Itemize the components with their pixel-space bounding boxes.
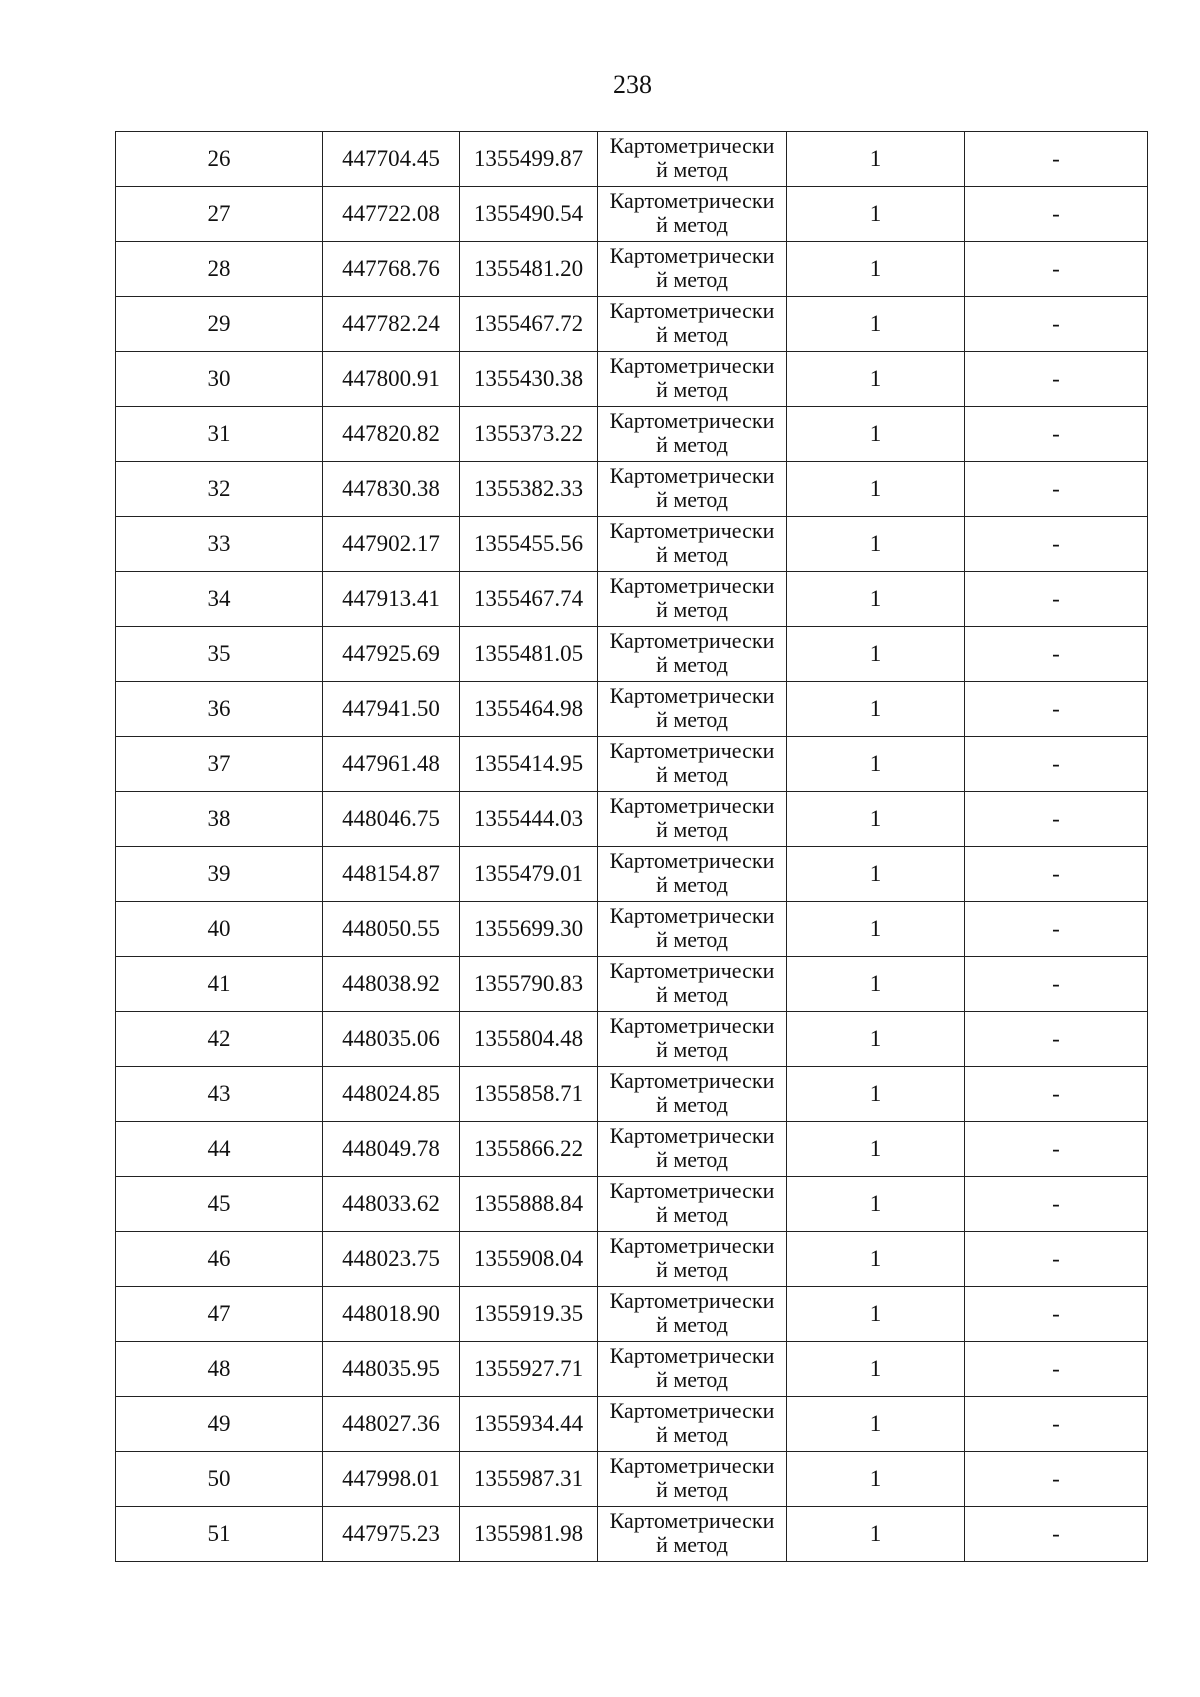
y-coordinate-cell: 1355919.35 [460,1287,598,1342]
method-label-line: Картометрически [609,1288,775,1313]
accuracy-cell: 1 [787,1452,965,1507]
accuracy-cell: 1 [787,627,965,682]
method-cell [598,682,787,737]
method-label-line: Картометрически [609,1068,775,1093]
table-row [116,1342,1148,1397]
accuracy-cell: 1 [787,572,965,627]
x-coordinate-cell: 447722.08 [323,187,460,242]
table-row [116,957,1148,1012]
method-label-line: Картометрически [609,1013,775,1038]
y-coordinate-cell: 1355444.03 [460,792,598,847]
note-cell: - [965,737,1148,792]
method-cell [598,462,787,517]
method-label-line: й метод [656,597,728,622]
method-cell [598,407,787,462]
note-cell: - [965,1177,1148,1232]
method-label-line: й метод [656,927,728,952]
point-number-cell: 30 [116,352,323,407]
note-cell: - [965,1507,1148,1562]
method-label-line: Картометрически [609,1233,775,1258]
note-cell: - [965,462,1148,517]
method-cell [598,352,787,407]
note-cell: - [965,1067,1148,1122]
method-label-line: Картометрически [609,408,775,433]
accuracy-cell: 1 [787,1507,965,1562]
coordinates-table [115,131,1148,1562]
table-row [116,462,1148,517]
method-cell [598,792,787,847]
table-row [116,517,1148,572]
method-cell [598,1122,787,1177]
note-cell: - [965,297,1148,352]
table-row [116,627,1148,682]
accuracy-cell: 1 [787,462,965,517]
method-label-line: й метод [656,487,728,512]
method-label-line: й метод [656,1202,728,1227]
accuracy-cell: 1 [787,1397,965,1452]
accuracy-cell: 1 [787,1177,965,1232]
point-number-cell: 36 [116,682,323,737]
table-row [116,847,1148,902]
method-cell [598,1177,787,1232]
method-cell [598,957,787,1012]
table-row [116,242,1148,297]
point-number-cell: 48 [116,1342,323,1397]
y-coordinate-cell: 1355479.01 [460,847,598,902]
accuracy-cell: 1 [787,1232,965,1287]
note-cell: - [965,1012,1148,1067]
x-coordinate-cell: 448033.62 [323,1177,460,1232]
table-row [116,902,1148,957]
note-cell: - [965,847,1148,902]
x-coordinate-cell: 447941.50 [323,682,460,737]
method-label-line: й метод [656,322,728,347]
x-coordinate-cell: 448050.55 [323,902,460,957]
accuracy-cell: 1 [787,902,965,957]
note-cell: - [965,572,1148,627]
method-label-line: й метод [656,1257,728,1282]
point-number-cell: 44 [116,1122,323,1177]
method-label-line: Картометрически [609,1343,775,1368]
method-label-line: Картометрически [609,463,775,488]
y-coordinate-cell: 1355927.71 [460,1342,598,1397]
accuracy-cell: 1 [787,1122,965,1177]
note-cell: - [965,1122,1148,1177]
method-label-line: й метод [656,1367,728,1392]
accuracy-cell: 1 [787,132,965,187]
note-cell: - [965,1287,1148,1342]
note-cell: - [965,957,1148,1012]
method-label-line: Картометрически [609,518,775,543]
table-row [116,1012,1148,1067]
note-cell: - [965,407,1148,462]
method-label-line: й метод [656,212,728,237]
x-coordinate-cell: 448023.75 [323,1232,460,1287]
point-number-cell: 37 [116,737,323,792]
note-cell: - [965,352,1148,407]
point-number-cell: 41 [116,957,323,1012]
method-label-line: й метод [656,872,728,897]
point-number-cell: 31 [116,407,323,462]
method-label-line: й метод [656,762,728,787]
accuracy-cell: 1 [787,1012,965,1067]
accuracy-cell: 1 [787,517,965,572]
y-coordinate-cell: 1355858.71 [460,1067,598,1122]
method-cell [598,517,787,572]
method-cell [598,572,787,627]
y-coordinate-cell: 1355414.95 [460,737,598,792]
y-coordinate-cell: 1355467.72 [460,297,598,352]
y-coordinate-cell: 1355934.44 [460,1397,598,1452]
method-label-line: Картометрически [609,683,775,708]
accuracy-cell: 1 [787,187,965,242]
method-label-line: Картометрически [609,1123,775,1148]
method-label-line: Картометрически [609,1178,775,1203]
point-number-cell: 50 [116,1452,323,1507]
table-row [116,407,1148,462]
method-label-line: й метод [656,652,728,677]
point-number-cell: 38 [116,792,323,847]
x-coordinate-cell: 447961.48 [323,737,460,792]
x-coordinate-cell: 448018.90 [323,1287,460,1342]
method-cell [598,242,787,297]
method-label-line: й метод [656,1037,728,1062]
method-label-line: й метод [656,1147,728,1172]
y-coordinate-cell: 1355804.48 [460,1012,598,1067]
x-coordinate-cell: 448035.06 [323,1012,460,1067]
accuracy-cell: 1 [787,1067,965,1122]
method-label-line: Картометрически [609,958,775,983]
point-number-cell: 35 [116,627,323,682]
method-label-line: й метод [656,707,728,732]
method-label-line: Картометрически [609,298,775,323]
point-number-cell: 40 [116,902,323,957]
y-coordinate-cell: 1355382.33 [460,462,598,517]
note-cell: - [965,1232,1148,1287]
table-row [116,1397,1148,1452]
x-coordinate-cell: 448154.87 [323,847,460,902]
y-coordinate-cell: 1355481.20 [460,242,598,297]
method-label-line: Картометрически [609,738,775,763]
method-label-line: й метод [656,1477,728,1502]
accuracy-cell: 1 [787,242,965,297]
x-coordinate-cell: 447782.24 [323,297,460,352]
point-number-cell: 34 [116,572,323,627]
table-row [116,187,1148,242]
point-number-cell: 45 [116,1177,323,1232]
point-number-cell: 39 [116,847,323,902]
method-label-line: Картометрически [609,1398,775,1423]
y-coordinate-cell: 1355464.98 [460,682,598,737]
note-cell: - [965,1342,1148,1397]
point-number-cell: 51 [116,1507,323,1562]
x-coordinate-cell: 448024.85 [323,1067,460,1122]
x-coordinate-cell: 447913.41 [323,572,460,627]
method-cell [598,1452,787,1507]
method-cell [598,187,787,242]
method-label-line: й метод [656,1312,728,1337]
point-number-cell: 32 [116,462,323,517]
note-cell: - [965,517,1148,572]
y-coordinate-cell: 1355790.83 [460,957,598,1012]
table-row [116,1177,1148,1232]
y-coordinate-cell: 1355455.56 [460,517,598,572]
accuracy-cell: 1 [787,682,965,737]
method-cell [598,132,787,187]
method-label-line: Картометрически [609,793,775,818]
table-row [116,792,1148,847]
method-cell [598,737,787,792]
accuracy-cell: 1 [787,847,965,902]
method-cell [598,1012,787,1067]
method-label-line: й метод [656,1422,728,1447]
method-cell [598,1067,787,1122]
x-coordinate-cell: 447704.45 [323,132,460,187]
point-number-cell: 26 [116,132,323,187]
method-cell [598,627,787,682]
x-coordinate-cell: 447902.17 [323,517,460,572]
method-label-line: Картометрически [609,353,775,378]
method-label-line: Картометрически [609,628,775,653]
method-label-line: й метод [656,267,728,292]
y-coordinate-cell: 1355499.87 [460,132,598,187]
coordinates-table-body [116,132,1148,1562]
accuracy-cell: 1 [787,957,965,1012]
note-cell: - [965,187,1148,242]
table-row [116,1507,1148,1562]
accuracy-cell: 1 [787,352,965,407]
point-number-cell: 47 [116,1287,323,1342]
point-number-cell: 42 [116,1012,323,1067]
method-cell [598,1507,787,1562]
x-coordinate-cell: 448049.78 [323,1122,460,1177]
method-label-line: Картометрически [609,133,775,158]
note-cell: - [965,902,1148,957]
method-label-line: й метод [656,542,728,567]
note-cell: - [965,792,1148,847]
method-cell [598,1397,787,1452]
method-label-line: Картометрически [609,243,775,268]
table-row [116,352,1148,407]
accuracy-cell: 1 [787,1342,965,1397]
point-number-cell: 28 [116,242,323,297]
method-label-line: й метод [656,432,728,457]
table-row [116,737,1148,792]
x-coordinate-cell: 448046.75 [323,792,460,847]
table-row [116,1287,1148,1342]
y-coordinate-cell: 1355467.74 [460,572,598,627]
note-cell: - [965,242,1148,297]
y-coordinate-cell: 1355430.38 [460,352,598,407]
x-coordinate-cell: 448027.36 [323,1397,460,1452]
note-cell: - [965,132,1148,187]
y-coordinate-cell: 1355981.98 [460,1507,598,1562]
x-coordinate-cell: 447820.82 [323,407,460,462]
y-coordinate-cell: 1355866.22 [460,1122,598,1177]
method-label-line: Картометрически [609,1453,775,1478]
note-cell: - [965,1397,1148,1452]
accuracy-cell: 1 [787,792,965,847]
point-number-cell: 29 [116,297,323,352]
method-label-line: Картометрически [609,848,775,873]
table-row [116,572,1148,627]
accuracy-cell: 1 [787,1287,965,1342]
x-coordinate-cell: 447768.76 [323,242,460,297]
table-row [116,682,1148,737]
x-coordinate-cell: 447998.01 [323,1452,460,1507]
x-coordinate-cell: 447925.69 [323,627,460,682]
table-row [116,1122,1148,1177]
method-cell [598,1232,787,1287]
method-label-line: Картометрически [609,1508,775,1533]
method-label-line: й метод [656,1532,728,1557]
method-label-line: й метод [656,817,728,842]
point-number-cell: 46 [116,1232,323,1287]
method-cell [598,297,787,352]
table-row [116,132,1148,187]
x-coordinate-cell: 447830.38 [323,462,460,517]
accuracy-cell: 1 [787,737,965,792]
method-label-line: й метод [656,157,728,182]
x-coordinate-cell: 447975.23 [323,1507,460,1562]
note-cell: - [965,1452,1148,1507]
table-row [116,1067,1148,1122]
y-coordinate-cell: 1355888.84 [460,1177,598,1232]
method-label-line: й метод [656,982,728,1007]
y-coordinate-cell: 1355908.04 [460,1232,598,1287]
method-cell [598,1342,787,1397]
point-number-cell: 43 [116,1067,323,1122]
table-row [116,1452,1148,1507]
method-label-line: й метод [656,377,728,402]
method-cell [598,1287,787,1342]
x-coordinate-cell: 448035.95 [323,1342,460,1397]
method-label-line: Картометрически [609,573,775,598]
accuracy-cell: 1 [787,407,965,462]
x-coordinate-cell: 447800.91 [323,352,460,407]
method-cell [598,847,787,902]
point-number-cell: 27 [116,187,323,242]
y-coordinate-cell: 1355373.22 [460,407,598,462]
y-coordinate-cell: 1355987.31 [460,1452,598,1507]
y-coordinate-cell: 1355699.30 [460,902,598,957]
table-row [116,1232,1148,1287]
accuracy-cell: 1 [787,297,965,352]
method-label-line: Картометрически [609,188,775,213]
page-number: 238 [613,70,652,99]
method-cell [598,902,787,957]
x-coordinate-cell: 448038.92 [323,957,460,1012]
note-cell: - [965,682,1148,737]
point-number-cell: 33 [116,517,323,572]
method-label-line: Картометрически [609,903,775,928]
note-cell: - [965,627,1148,682]
y-coordinate-cell: 1355490.54 [460,187,598,242]
y-coordinate-cell: 1355481.05 [460,627,598,682]
method-label-line: й метод [656,1092,728,1117]
point-number-cell: 49 [116,1397,323,1452]
table-row [116,297,1148,352]
